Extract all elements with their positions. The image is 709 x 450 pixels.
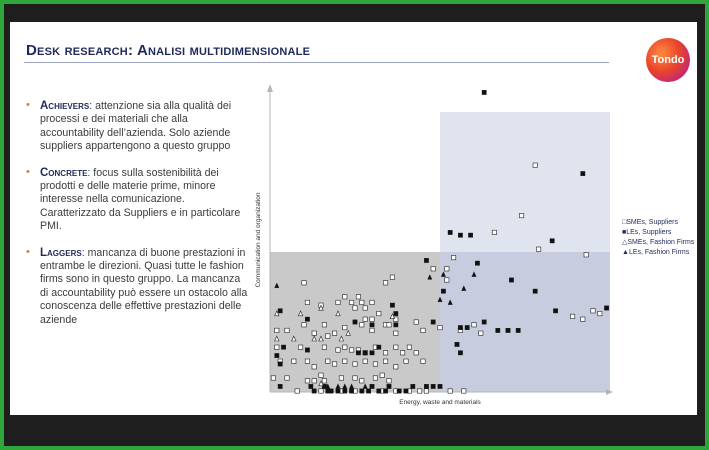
legend-label: SMEs, Fashion Firms: [627, 239, 695, 246]
legend-label: SMEs, Suppliers: [626, 219, 678, 226]
point-les-suppliers-26: [370, 323, 374, 327]
bullet-term: Concrete: [40, 166, 88, 179]
point-les-suppliers-34: [370, 351, 374, 355]
legend-item: [622, 238, 694, 248]
point-smes-suppliers-11: [302, 281, 306, 285]
point-smes-suppliers-45: [275, 345, 279, 349]
point-les-suppliers-4: [468, 233, 472, 237]
point-smes-suppliers-6: [445, 267, 449, 271]
legend-item: [622, 218, 694, 228]
bullet-text: : mancanza di buone prestazioni in entrambe le direzioni. Quasi tutte le fashion firms sono in questo gruppo. La mancanza di accountability può essere un ostacolo alla conoscenza delle effettive prestazioni delle aziende: [40, 246, 248, 326]
x-axis-label: Energy, waste and materials: [399, 399, 481, 406]
point-smes-suppliers-55: [394, 345, 398, 349]
point-smes-suppliers-3: [536, 247, 540, 251]
presentation-slide: [10, 22, 697, 415]
point-les-suppliers-33: [363, 351, 367, 355]
bullet-text: : focus sulla sostenibilità dei prodotti e delle materie prime, minore interesse nella comunicazione. Caratterizzato da Suppliers e in particolare PMI.: [40, 166, 241, 233]
point-les-suppliers-54: [424, 384, 428, 388]
y-axis-arrow-icon: [267, 84, 273, 92]
point-les-suppliers-12: [482, 320, 486, 324]
point-les-suppliers-24: [305, 317, 309, 321]
point-smes-suppliers-33: [285, 328, 289, 332]
point-les-suppliers-49: [383, 389, 387, 393]
point-smes-suppliers-32: [275, 328, 279, 332]
point-smes-suppliers-46: [298, 345, 302, 349]
point-smes-suppliers-4: [584, 253, 588, 257]
point-les-suppliers-25: [353, 320, 357, 324]
point-les-suppliers-8: [509, 278, 513, 282]
point-smes-suppliers-71: [404, 359, 408, 363]
point-les-suppliers-22: [390, 303, 394, 307]
point-smes-suppliers-75: [305, 379, 309, 383]
point-les-suppliers-53: [411, 384, 415, 388]
window-border-left: [0, 0, 4, 450]
point-les-suppliers-6: [424, 258, 428, 262]
scatter-chart: [254, 80, 620, 410]
point-smes-suppliers-17: [360, 300, 364, 304]
point-smes-suppliers-19: [370, 300, 374, 304]
point-smes-suppliers-34: [312, 331, 316, 335]
point-smes-suppliers-54: [383, 351, 387, 355]
legend-item: [622, 228, 694, 238]
bullet-achievers: [26, 100, 251, 154]
point-les-suppliers-30: [305, 348, 309, 352]
point-smes-suppliers-23: [360, 323, 364, 327]
point-smes-suppliers-86: [319, 389, 323, 393]
point-smes-suppliers-16: [356, 295, 360, 299]
point-smes-suppliers-64: [332, 362, 336, 366]
point-smes-suppliers-82: [373, 376, 377, 380]
point-les-suppliers-56: [438, 384, 442, 388]
point-les-suppliers-52: [404, 389, 408, 393]
point-smes-suppliers-44: [479, 331, 483, 335]
point-smes-suppliers-8: [445, 278, 449, 282]
bullet-term: Achievers: [40, 100, 90, 112]
bullet-concrete: [26, 167, 251, 234]
point-les-suppliers-9: [441, 289, 445, 293]
point-smes-suppliers-26: [377, 311, 381, 315]
point-les-suppliers-0: [482, 90, 486, 94]
legend-marker-icon: ■: [622, 229, 627, 236]
point-smes-suppliers-93: [424, 389, 428, 393]
point-smes-suppliers-1: [519, 213, 523, 217]
point-smes-suppliers-69: [383, 359, 387, 363]
legend-item: [622, 248, 694, 258]
point-smes-suppliers-70: [394, 365, 398, 369]
legend-label: LEs, Suppliers: [626, 229, 672, 236]
point-smes-suppliers-65: [343, 359, 347, 363]
point-smes-suppliers-66: [353, 362, 357, 366]
point-les-suppliers-1: [581, 171, 585, 175]
point-smes-suppliers-2: [492, 230, 496, 234]
point-smes-suppliers-77: [319, 373, 323, 377]
point-smes-suppliers-83: [380, 373, 384, 377]
quadrant-concrete: [440, 252, 610, 392]
point-les-suppliers-20: [516, 328, 520, 332]
point-les-suppliers-29: [278, 362, 282, 366]
point-les-suppliers-57: [604, 306, 608, 310]
point-les-suppliers-28: [275, 353, 279, 357]
point-les-suppliers-21: [278, 309, 282, 313]
point-smes-suppliers-38: [394, 331, 398, 335]
point-smes-suppliers-99: [581, 317, 585, 321]
point-les-suppliers-23: [394, 311, 398, 315]
point-smes-suppliers-81: [360, 379, 364, 383]
point-smes-suppliers-63: [326, 359, 330, 363]
legend-marker-icon: ▲: [622, 249, 629, 256]
point-smes-suppliers-80: [353, 376, 357, 380]
point-smes-suppliers-73: [271, 376, 275, 380]
point-smes-suppliers-60: [292, 359, 296, 363]
point-les-suppliers-47: [370, 384, 374, 388]
legend-marker-icon: △: [622, 239, 628, 246]
point-smes-suppliers-49: [343, 345, 347, 349]
point-smes-suppliers-9: [383, 281, 387, 285]
point-smes-suppliers-76: [312, 379, 316, 383]
legend-marker-icon: □: [622, 219, 627, 226]
point-smes-suppliers-15: [353, 306, 357, 310]
point-smes-suppliers-41: [438, 325, 442, 329]
point-smes-suppliers-35: [326, 334, 330, 338]
point-les-suppliers-48: [377, 389, 381, 393]
quadrant-achievers: [440, 112, 610, 252]
point-les-suppliers-41: [329, 389, 333, 393]
point-les-suppliers-37: [309, 384, 313, 388]
point-smes-suppliers-61: [305, 359, 309, 363]
point-les-suppliers-3: [458, 233, 462, 237]
point-smes-suppliers-62: [312, 365, 316, 369]
point-smes-suppliers-79: [339, 376, 343, 380]
point-smes-suppliers-68: [373, 362, 377, 366]
bullet-dot-icon: •: [26, 245, 30, 258]
point-smes-suppliers-43: [472, 323, 476, 327]
title-divider: [24, 62, 609, 63]
point-smes-suppliers-72: [421, 359, 425, 363]
y-axis-label: Communication and organization: [255, 192, 262, 288]
point-smes-suppliers-39: [414, 320, 418, 324]
bullet-term: Laggers: [40, 246, 82, 259]
point-smes-suppliers-13: [343, 295, 347, 299]
bullet-dot-icon: •: [26, 165, 30, 178]
point-smes-suppliers-95: [462, 389, 466, 393]
point-smes-suppliers-24: [363, 317, 367, 321]
point-les-suppliers-18: [458, 351, 462, 355]
point-smes-suppliers-94: [448, 389, 452, 393]
point-smes-suppliers-56: [400, 351, 404, 355]
point-les-suppliers-31: [281, 345, 285, 349]
point-les-suppliers-27: [394, 323, 398, 327]
point-smes-suppliers-31: [302, 323, 306, 327]
point-smes-suppliers-5: [431, 267, 435, 271]
point-les-suppliers-45: [360, 389, 364, 393]
point-les-suppliers-5: [550, 239, 554, 243]
point-les-suppliers-11: [553, 309, 557, 313]
point-smes-suppliers-12: [336, 300, 340, 304]
point-les-suppliers-15: [465, 325, 469, 329]
point-smes-suppliers-78: [322, 379, 326, 383]
point-smes-suppliers-28: [387, 323, 391, 327]
point-les-suppliers-46: [366, 389, 370, 393]
point-smes-suppliers-97: [598, 311, 602, 315]
point-les-suppliers-19: [496, 328, 500, 332]
point-les-suppliers-16: [506, 328, 510, 332]
window-border-top: [0, 0, 709, 4]
point-smes-suppliers-7: [451, 255, 455, 259]
point-smes-suppliers-47: [322, 345, 326, 349]
slide-title: Desk research: Analisi multidimensionale: [26, 42, 311, 59]
point-les-suppliers-51: [397, 389, 401, 393]
chart-legend: [622, 218, 694, 258]
point-smes-suppliers-37: [370, 328, 374, 332]
point-smes-suppliers-48: [336, 348, 340, 352]
point-les-suppliers-35: [377, 345, 381, 349]
point-les-suppliers-38: [312, 389, 316, 393]
point-smes-suppliers-21: [305, 300, 309, 304]
point-smes-suppliers-29: [343, 325, 347, 329]
point-les-suppliers-44: [349, 389, 353, 393]
point-smes-suppliers-30: [322, 323, 326, 327]
point-les-suppliers-14: [458, 325, 462, 329]
point-smes-suppliers-40: [421, 328, 425, 332]
point-smes-suppliers-0: [533, 163, 537, 167]
window-border-bottom: [0, 446, 709, 450]
point-smes-suppliers-18: [363, 306, 367, 310]
bullet-text: : attenzione sia alla qualità dei processi e dei materiali che alla accountability dell’azienda. Solo aziende suppliers appartengono a questo gruppo: [40, 100, 232, 153]
window-border-right: [705, 0, 709, 450]
point-les-suppliers-43: [343, 389, 347, 393]
point-smes-suppliers-96: [591, 309, 595, 313]
legend-label: LEs, Fashion Firms: [628, 249, 690, 256]
point-les-suppliers-55: [431, 384, 435, 388]
point-smes-suppliers-58: [414, 351, 418, 355]
point-les-suppliers-7: [475, 261, 479, 265]
point-les-suppliers-17: [455, 342, 459, 346]
tondo-logo: [646, 38, 690, 82]
bullet-laggers: [26, 247, 251, 327]
point-smes-suppliers-57: [407, 345, 411, 349]
point-smes-suppliers-98: [570, 314, 574, 318]
point-smes-suppliers-50: [349, 348, 353, 352]
point-les-suppliers-50: [387, 384, 391, 388]
point-smes-suppliers-14: [349, 300, 353, 304]
point-smes-suppliers-10: [390, 275, 394, 279]
point-les-suppliers-36: [278, 384, 282, 388]
point-smes-suppliers-92: [417, 389, 421, 393]
logo-text: Tondo: [651, 54, 685, 66]
point-smes-suppliers-36: [332, 331, 336, 335]
point-les-suppliers-2: [448, 230, 452, 234]
point-smes-suppliers-84: [387, 379, 391, 383]
point-les-suppliers-10: [533, 289, 537, 293]
point-les-suppliers-32: [356, 351, 360, 355]
point-smes-suppliers-74: [285, 376, 289, 380]
bullet-list: [26, 100, 251, 340]
point-les-suppliers-42: [336, 389, 340, 393]
point-smes-suppliers-85: [295, 389, 299, 393]
point-les-suppliers-13: [431, 320, 435, 324]
point-smes-suppliers-25: [370, 317, 374, 321]
point-smes-suppliers-67: [363, 359, 367, 363]
bullet-dot-icon: •: [26, 99, 30, 111]
